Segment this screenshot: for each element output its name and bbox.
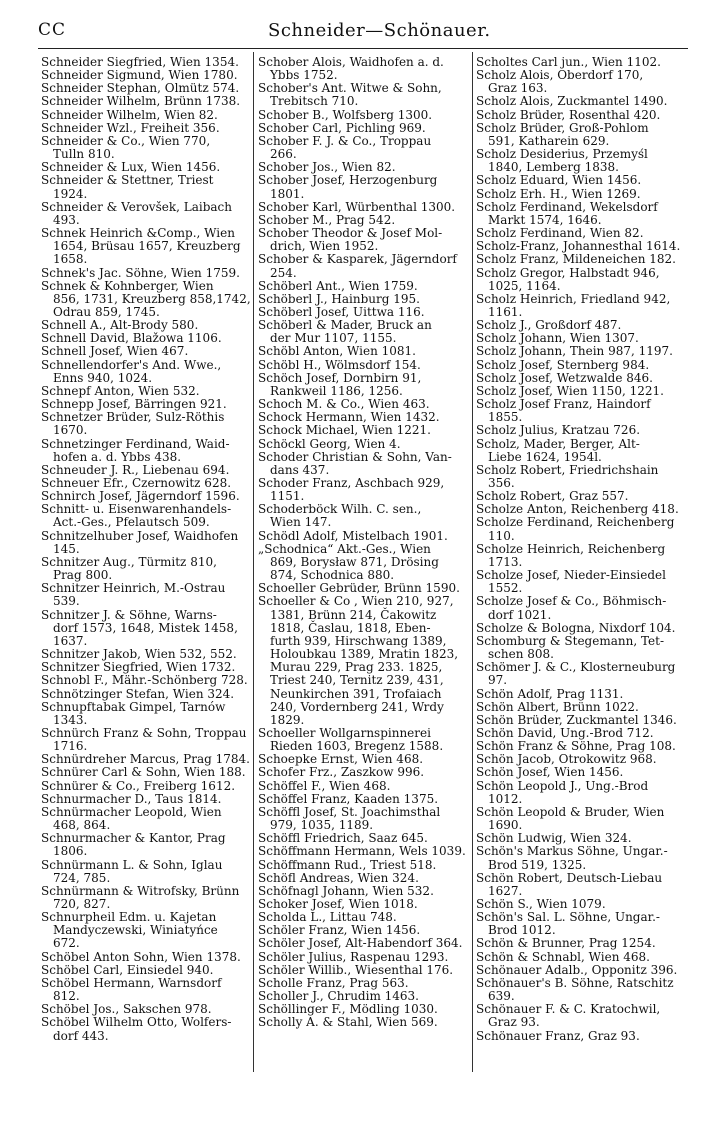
directory-entry: Schnitzer Heinrich, M.-Ostrau [41, 581, 226, 596]
entry-continuation: Brod 519, 1325. [488, 857, 587, 872]
directory-entry: Schöberl Josef, Uittwa 116. [258, 304, 425, 319]
directory-entry: Schöbel Wilhelm Otto, Wolfers- [41, 1015, 232, 1030]
directory-column-3 [476, 56, 687, 1043]
directory-entry: Schöbel Hermann, Warnsdorf [41, 975, 222, 990]
entry-continuation: 869, Borysław 871, Drösing [270, 554, 439, 569]
directory-entry: Schön & Schnabl, Wien 468. [476, 949, 650, 964]
directory-entry: Schöffl Friedrich, Saaz 645. [258, 831, 428, 846]
directory-entry: Scholz Alois, Oberdorf 170, [476, 68, 644, 83]
directory-entry: Schoderböck Wilh. C. sen., [258, 502, 422, 517]
entry-continuation: Odrau 859, 1745. [53, 304, 160, 319]
entry-continuation: 254. [270, 265, 297, 280]
entry-continuation: Graz 163. [488, 81, 548, 96]
directory-entry: Scholze Josef & Co., Böhmisch- [476, 594, 667, 609]
entry-continuation: 493. [53, 212, 80, 227]
entry-continuation: 812. [53, 989, 80, 1004]
directory-entry: Schober M., Prag 542. [258, 212, 396, 227]
directory-entry: Schön David, Ung.-Brod 712. [476, 725, 654, 740]
directory-entry: Schock Hermann, Wien 1432. [258, 410, 440, 425]
entry-continuation: 1801. [270, 186, 305, 201]
directory-entry: Schneider Siegfried, Wien 1354. [41, 55, 239, 69]
directory-entry: Scholz Alois, Zuckmantel 1490. [476, 94, 668, 109]
entry-continuation: 97. [488, 673, 508, 688]
entry-continuation: 874, Schodnica 880. [270, 568, 395, 583]
directory-entry: Schober & Kasparek, Jägerndorf [258, 252, 457, 267]
directory-entry: Scholz Erh. H., Wien 1269. [476, 186, 641, 201]
directory-entry: Schöffmann Rud., Triest 518. [258, 857, 437, 872]
directory-entry: Scholz Josef Franz, Haindorf [476, 397, 651, 412]
directory-entry: Schneider & Stettner, Triest [41, 173, 214, 188]
entry-continuation: 1627. [488, 883, 523, 898]
directory-entry: Scholze Heinrich, Reichenberg [476, 541, 666, 556]
directory-entry: Scholz Eduard, Wien 1456. [476, 173, 642, 188]
entry-continuation: 1012. [488, 791, 523, 806]
directory-entry: Schnurpheil Edm. u. Kajetan [41, 910, 217, 925]
directory-entry: Scholz Josef, Wien 1150, 1221. [476, 383, 664, 398]
entry-continuation: Liebe 1624, 1954l. [488, 449, 602, 464]
page-title: Schneider—Schönauer. [268, 20, 491, 41]
directory-entry: Schöler Willib., Wiesenthal 176. [258, 962, 454, 977]
directory-entry: Schneider & Verovšek, Laibach [41, 199, 232, 214]
page-number: CC [38, 20, 67, 40]
directory-entry: Schöberl Ant., Wien 1759. [258, 278, 418, 293]
directory-entry: Schöler Franz, Wien 1456. [258, 923, 421, 938]
entry-continuation: 1151. [270, 489, 305, 504]
directory-entry: Scholz Johann, Thein 987, 1197. [476, 344, 673, 359]
directory-entry: Scholz Ferdinand, Wekelsdorf [476, 199, 658, 214]
directory-entry: Schön S., Wien 1079. [476, 897, 606, 911]
directory-entry: Schöch Josef, Dornbirn 91, [258, 370, 422, 385]
entry-continuation: 1552. [488, 581, 523, 596]
entry-continuation: hofen a. d. Ybbs 438. [53, 449, 182, 464]
directory-entry: Schoder Franz, Aschbach 929, [258, 476, 445, 490]
directory-entry: Schnitzer Siegfried, Wien 1732. [41, 660, 236, 675]
directory-entry: Schoder Christian & Sohn, Van- [258, 449, 452, 464]
directory-entry: Schnitzer Aug., Türmitz 810, [41, 554, 217, 569]
directory-entry: Schnürdreher Marcus, Prag 1784. [41, 752, 250, 767]
entry-continuation: 979, 1035, 1189. [270, 818, 374, 833]
directory-entry: Schöbl H., Wölmsdorf 154. [258, 357, 421, 372]
directory-entry: Schnobl F., Mähr.-Schönberg 728. [41, 673, 248, 688]
directory-entry: Schoeller Wollgarnspinnerei [258, 725, 431, 740]
directory-entry: Scholz Julius, Kratzau 726. [476, 423, 641, 438]
entry-continuation: drich, Wien 1952. [270, 239, 379, 254]
directory-entry: Schnitzer Jakob, Wien 532, 552. [41, 647, 237, 662]
entry-continuation: Triest 240, Ternitz 239, 431, [270, 673, 444, 688]
directory-entry: Scholz Josef, Sternberg 984. [476, 357, 650, 372]
directory-entry: Schöllinger F., Mödling 1030. [258, 1002, 438, 1017]
header-rule [38, 48, 688, 49]
directory-entry: Scholze Josef, Nieder-Einsiedel [476, 568, 666, 583]
directory-entry: Schön Ludwig, Wien 324. [476, 831, 632, 846]
directory-entry: Schneider Stephan, Olmütz 574. [41, 81, 240, 96]
directory-entry: Schober Karl, Würbenthal 1300. [258, 199, 456, 214]
directory-entry: Schnürer & Co., Freiberg 1612. [41, 778, 236, 793]
entry-continuation: 591, Katharein 629. [488, 133, 610, 148]
directory-entry: Schnek & Kohnberger, Wien [41, 278, 214, 293]
entry-continuation: 1713. [488, 554, 523, 569]
entry-continuation: 145. [53, 541, 80, 556]
directory-entry: Schoker Josef, Wien 1018. [258, 897, 418, 911]
directory-entry: Schoepke Ernst, Wien 468. [258, 752, 424, 767]
entry-continuation: 1818, Časlau, 1818, Eben- [270, 620, 431, 635]
entry-continuation: 240, Vordernberg 241, Wrdy [270, 699, 444, 714]
entry-continuation: 724, 785. [53, 870, 111, 885]
column-divider [253, 52, 254, 1072]
directory-entry: Schnetzinger Ferdinand, Waid- [41, 436, 230, 451]
directory-entry: Schön's Sal. L. Söhne, Ungar.- [476, 910, 660, 925]
directory-entry: Schnek's Jac. Söhne, Wien 1759. [41, 265, 240, 280]
directory-entry: Schneuder J. R., Liebenau 694. [41, 462, 230, 477]
directory-entry: Schön's Markus Söhne, Ungar.- [476, 844, 668, 859]
entry-continuation: Wien 147. [270, 515, 332, 530]
directory-entry: Schöfnagl Johann, Wien 532. [258, 883, 434, 898]
directory-entry: Schnitzelhuber Josef, Waidhofen [41, 528, 239, 543]
directory-entry: Schneider Wilhelm, Brünn 1738. [41, 94, 241, 109]
directory-entry: Scholle Franz, Prag 563. [258, 975, 409, 990]
directory-entry: Schober's Ant. Witwe & Sohn, [258, 81, 442, 96]
entry-continuation: 1161. [488, 304, 523, 319]
entry-continuation: 468, 864. [53, 818, 111, 833]
directory-entry: Schober B., Wolfsberg 1300. [258, 107, 433, 122]
directory-entry: „Schodnica“ Akt.-Ges., Wien [258, 541, 431, 556]
directory-entry: Schnell A., Alt-Brody 580. [41, 318, 199, 333]
directory-entry: Schönauer Franz, Graz 93. [476, 1028, 640, 1043]
entry-continuation: Murau 229, Prag 233. 1825, [270, 660, 443, 675]
entry-continuation: 1658. [53, 252, 88, 267]
entry-continuation: Trebitsch 710. [270, 94, 359, 109]
entry-continuation: Brod 1012. [488, 923, 556, 938]
directory-entry: Schöbel Anton Sohn, Wien 1378. [41, 949, 241, 964]
directory-entry: Scholz Desiderius, Przemyśl [476, 147, 648, 162]
directory-entry: Schöler Julius, Raspenau 1293. [258, 949, 449, 964]
entry-continuation: 110. [488, 528, 515, 543]
directory-entry: Schober Theodor & Josef Mol- [258, 226, 443, 241]
directory-entry: Schönauer F. & C. Kratochwil, [476, 1002, 661, 1017]
directory-entry: Scholz Robert, Graz 557. [476, 489, 629, 504]
directory-entry: Scholz Josef, Wetzwalde 846. [476, 370, 653, 385]
directory-entry: Schön Franz & Söhne, Prag 108. [476, 739, 676, 754]
entry-continuation: 1924. [53, 186, 88, 201]
directory-entry: Schöckl Georg, Wien 4. [258, 436, 401, 451]
entry-continuation: Mandyczewski, Winiatyńce [53, 923, 218, 938]
directory-entry: Schnürmacher Leopold, Wien [41, 804, 222, 819]
directory-entry: Scholz J., Großdorf 487. [476, 318, 622, 333]
directory-entry: Scholz Brüder, Groß-Pohlom [476, 120, 649, 135]
directory-entry: Schönauer Adalb., Opponitz 396. [476, 962, 678, 977]
directory-entry: Schnek Heinrich &Comp., Wien [41, 226, 235, 241]
directory-entry: Schnirch Josef, Jägerndorf 1596. [41, 489, 240, 504]
entry-continuation: 539. [53, 594, 80, 609]
directory-entry: Schöffl Josef, St. Joachimsthal [258, 804, 441, 819]
entry-continuation: 1381, Brünn 214, Čakowitz [270, 607, 437, 622]
directory-entry: Schöberl & Mader, Bruck an [258, 318, 432, 333]
directory-entry: Schnetzer Brüder, Sulz-Röthis [41, 410, 225, 425]
directory-entry: Schöbl Anton, Wien 1081. [258, 344, 416, 359]
directory-entry: Schofer Frz., Zaszkow 996. [258, 765, 425, 780]
entry-continuation: 266. [270, 147, 297, 162]
directory-entry: Scholtes Carl jun., Wien 1102. [476, 55, 661, 69]
directory-entry: Schomburg & Stegemann, Tet- [476, 633, 665, 648]
directory-entry: Schnürer Carl & Sohn, Wien 188. [41, 765, 246, 780]
directory-entry: Scholze Anton, Reichenberg 418. [476, 502, 679, 517]
directory-entry: Scholze Ferdinand, Reichenberg [476, 515, 675, 530]
entry-continuation: der Mur 1107, 1155. [270, 331, 397, 346]
entry-continuation: 1637. [53, 633, 88, 648]
directory-entry: Schnellendorfer's And. Wwe., [41, 357, 222, 372]
directory-entry: Schoch M. & Co., Wien 463. [258, 397, 430, 412]
directory-entry: Schneider Wzl., Freiheit 356. [41, 120, 220, 135]
directory-entry: Schnürmann & Witrofsky, Brünn [41, 883, 240, 898]
entry-continuation: 1840, Lemberg 1838. [488, 160, 619, 175]
entry-continuation: 1025, 1164. [488, 278, 561, 293]
directory-entry: Schödl Adolf, Mistelbach 1901. [258, 528, 448, 543]
entry-continuation: 856, 1731, Kreuzberg 858,1742, [53, 291, 251, 306]
directory-entry: Schöbel Carl, Einsiedel 940. [41, 962, 214, 977]
directory-entry: Schober Josef, Herzogenburg [258, 173, 438, 188]
directory-entry: Scholler J., Chrudim 1463. [258, 989, 419, 1004]
directory-entry: Schön Brüder, Zuckmantel 1346. [476, 712, 677, 727]
directory-entry: Schnurmacher D., Taus 1814. [41, 791, 222, 806]
entry-continuation: Graz 93. [488, 1015, 540, 1030]
directory-entry: Schöfl Andreas, Wien 324. [258, 870, 419, 885]
directory-entry: Schober Jos., Wien 82. [258, 160, 396, 175]
entry-continuation: 1716. [53, 739, 88, 754]
directory-entry: Schön Albert, Brünn 1022. [476, 699, 639, 714]
entry-continuation: dorf 1573, 1648, Mistek 1458, [53, 620, 238, 635]
entry-continuation: 1670. [53, 423, 88, 438]
entry-continuation: dorf 1021. [488, 607, 552, 622]
column-divider [472, 52, 473, 1072]
directory-entry: Schnürch Franz & Sohn, Troppau [41, 725, 247, 740]
directory-entry: Scholz Brüder, Rosenthal 420. [476, 107, 661, 122]
entry-continuation: 639. [488, 989, 515, 1004]
directory-entry: Schneider Wilhelm, Wien 82. [41, 107, 218, 122]
directory-entry: Schober Alois, Waidhofen a. d. [258, 55, 444, 69]
entry-continuation: Ybbs 1752. [270, 68, 338, 83]
directory-entry: Schnepf Anton, Wien 532. [41, 383, 200, 398]
directory-column-2 [258, 56, 468, 1030]
directory-entry: Schöler Josef, Alt-Habendorf 364. [258, 936, 463, 951]
entry-continuation: furth 939, Hirschwang 1389, [270, 633, 447, 648]
directory-column-1 [41, 56, 249, 1043]
directory-entry: Schneider & Co., Wien 770, [41, 133, 211, 148]
directory-entry: Schnupftabak Gimpel, Tarnów [41, 699, 226, 714]
directory-entry: Scholly A. & Stahl, Wien 569. [258, 1015, 438, 1030]
entry-continuation: Neunkirchen 391, Trofaiach [270, 686, 442, 701]
directory-entry: Scholze & Bologna, Nixdorf 104. [476, 620, 676, 635]
directory-entry: Schnell David, Blažowa 1106. [41, 331, 222, 346]
directory-entry: Schöbel Jos., Sakschen 978. [41, 1002, 212, 1017]
directory-entry: Schöffel F., Wien 468. [258, 778, 391, 793]
directory-entry: Schnepp Josef, Bärringen 921. [41, 397, 227, 412]
directory-entry: Schoeller & Co , Wien 210, 927, [258, 594, 454, 609]
entry-continuation: Markt 1574, 1646. [488, 212, 602, 227]
directory-entry: Scholz Heinrich, Friedland 942, [476, 291, 671, 306]
directory-entry: Schön Leopold & Bruder, Wien [476, 804, 665, 819]
directory-entry: Schömer J. & C., Klosterneuburg [476, 660, 676, 675]
directory-entry: Scholz, Mader, Berger, Alt- [476, 436, 640, 451]
directory-entry: Schön Josef, Wien 1456. [476, 765, 624, 780]
entry-continuation: 356. [488, 476, 515, 490]
directory-entry: Schnötzinger Stefan, Wien 324. [41, 686, 235, 701]
directory-entry: Schober Carl, Pichling 969. [258, 120, 426, 135]
entry-continuation: Prag 800. [53, 568, 113, 583]
entry-continuation: 1690. [488, 818, 523, 833]
entry-continuation: 720, 827. [53, 897, 111, 911]
directory-entry: Scholz Ferdinand, Wien 82. [476, 226, 644, 241]
directory-entry: Schön & Brunner, Prag 1254. [476, 936, 656, 951]
directory-entry: Schober F. J. & Co., Troppau [258, 133, 432, 148]
entry-continuation: dorf 443. [53, 1028, 109, 1043]
directory-entry: Schönauer's B. Söhne, Ratschitz [476, 975, 674, 990]
entry-continuation: 1343. [53, 712, 88, 727]
directory-entry: Schön Leopold J., Ung.-Brod [476, 778, 649, 793]
entry-continuation: Rankweil 1186, 1256. [270, 383, 403, 398]
directory-entry: Schnitzer J. & Söhne, Warns- [41, 607, 217, 622]
entry-continuation: Rieden 1603, Bregenz 1588. [270, 739, 444, 754]
directory-entry: Schnürmann L. & Sohn, Iglau [41, 857, 223, 872]
directory-entry: Schneuer Efr., Czernowitz 628. [41, 476, 232, 490]
directory-entry: Schön Jacob, Otrokowitz 968. [476, 752, 657, 767]
entry-continuation: schen 808. [488, 647, 554, 662]
directory-entry: Schnurmacher & Kantor, Prag [41, 831, 226, 846]
page-header [38, 20, 687, 46]
entry-continuation: Holoubkau 1389, Mratin 1823, [270, 647, 459, 662]
entry-continuation: 1829. [270, 712, 305, 727]
entry-continuation: dans 437. [270, 462, 330, 477]
directory-entry: Scholz Gregor, Halbstadt 946, [476, 265, 660, 280]
directory-entry: Schneider Sigmund, Wien 1780. [41, 68, 238, 83]
entry-continuation: 1654, Brüsau 1657, Kreuzberg [53, 239, 241, 254]
directory-entry: Scholz Franz, Mildeneichen 182. [476, 252, 676, 267]
entry-continuation: 672. [53, 936, 80, 951]
directory-entry: Schock Michael, Wien 1221. [258, 423, 431, 438]
directory-entry: Schön Robert, Deutsch-Liebau [476, 870, 663, 885]
directory-entry: Scholz Johann, Wien 1307. [476, 331, 639, 346]
directory-entry: Schöffel Franz, Kaaden 1375. [258, 791, 439, 806]
directory-entry: Schöberl J., Hainburg 195. [258, 291, 420, 306]
directory-entry: Scholz-Franz, Johannesthal 1614. [476, 239, 681, 254]
directory-entry: Schneider & Lux, Wien 1456. [41, 160, 221, 175]
directory-entry: Schoeller Gebrüder, Brünn 1590. [258, 581, 460, 596]
directory-entry: Schnell Josef, Wien 467. [41, 344, 189, 359]
entry-continuation: 1806. [53, 844, 88, 859]
directory-entry: Schnitt- u. Eisenwarenhandels- [41, 502, 232, 517]
directory-entry: Scholz Robert, Friedrichshain [476, 462, 659, 477]
directory-entry: Schöffmann Hermann, Wels 1039. [258, 844, 466, 859]
entry-continuation: Act.-Ges., Pfelautsch 509. [53, 515, 210, 530]
entry-continuation: Tulln 810. [53, 147, 115, 162]
entry-continuation: Enns 940, 1024. [53, 370, 153, 385]
directory-entry: Scholda L., Littau 748. [258, 910, 397, 925]
directory-entry: Schön Adolf, Prag 1131. [476, 686, 624, 701]
entry-continuation: 1855. [488, 410, 523, 425]
